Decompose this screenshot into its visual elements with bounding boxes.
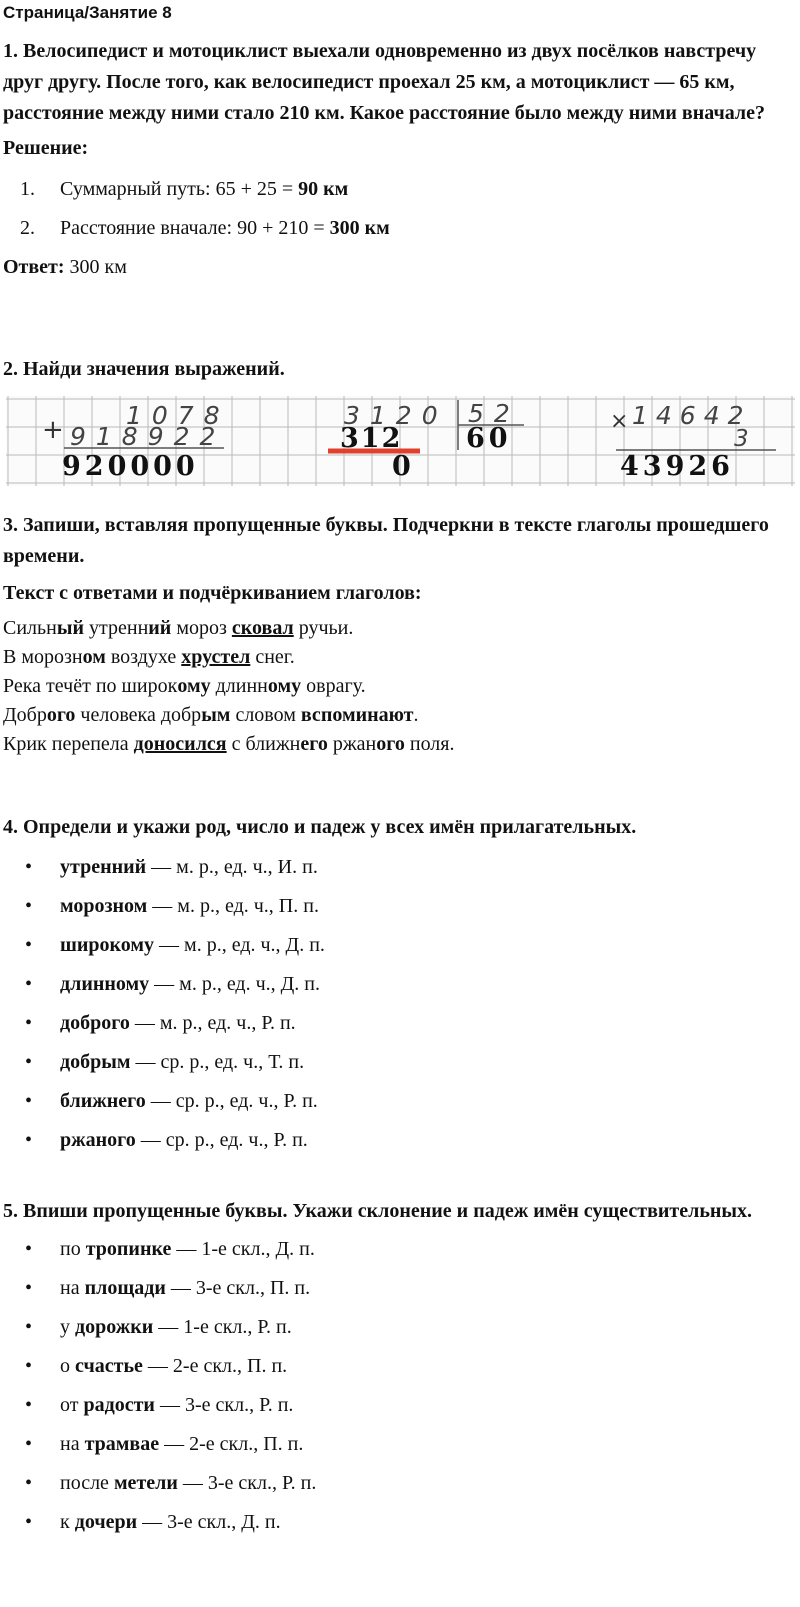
preposition: после [60, 1472, 114, 1494]
list-item [3, 1313, 793, 1352]
inserted-ending: ый [56, 617, 84, 639]
step-number: 1. [20, 178, 35, 200]
text-fragment: Сильн [3, 617, 57, 639]
bullet-icon: • [25, 856, 33, 878]
text-fragment: Река течёт по широк [3, 675, 178, 697]
word-description: — 3-е скл., Д. п. [137, 1511, 281, 1533]
step-text: Суммарный путь: 65 + 25 = [60, 178, 299, 200]
task-5 [3, 1196, 793, 1547]
word: счастье [75, 1355, 143, 1377]
word-description: — 1-е скл., Д. п. [171, 1238, 315, 1260]
preposition: по [60, 1238, 86, 1260]
div-quotient: 60 [466, 423, 512, 454]
text-fragment: ржан [327, 733, 377, 755]
underlined-verb: доносился [133, 733, 227, 755]
text-with-answers-label: Текст с ответами и подчёркиванием глаголов: [3, 582, 422, 604]
word-description: — м. р., ед. ч., Д. п. [154, 934, 325, 956]
bullet-icon: • [25, 1277, 33, 1299]
list-item [3, 1087, 793, 1126]
list-item [3, 1508, 793, 1547]
text-fragment: ручьи. [293, 617, 354, 639]
inserted-ending: ому [267, 675, 302, 697]
list-item [3, 1048, 793, 1087]
solution-step [3, 175, 793, 214]
preposition: к [60, 1511, 75, 1533]
word-description: — м. р., ед. ч., Д. п. [149, 973, 321, 995]
list-item [3, 1274, 793, 1313]
step-result: 300 км [329, 217, 390, 239]
add-top-number: 1078 [126, 401, 230, 430]
div-remainder: 0 [392, 451, 411, 482]
text-fragment: снег. [250, 646, 295, 668]
word: тропинке [85, 1238, 172, 1260]
preposition: на [60, 1277, 85, 1299]
word: трамвае [84, 1433, 160, 1455]
word-description: — м. р., ед. ч., И. п. [146, 856, 318, 878]
bullet-icon: • [25, 1090, 33, 1112]
step-number: 2. [20, 217, 35, 239]
text-line [3, 643, 793, 672]
list-item [3, 1235, 793, 1274]
task-3-text [3, 614, 793, 759]
text-line [3, 672, 793, 701]
bullet-icon: • [25, 1472, 33, 1494]
list-item [3, 853, 793, 892]
preposition: от [60, 1394, 84, 1416]
word-description: — 3-е скл., Р. п. [154, 1394, 294, 1416]
task-1 [3, 36, 793, 282]
word-description: — 3-е скл., П. п. [165, 1277, 311, 1299]
bullet-icon: • [25, 1051, 33, 1073]
underlined-verb: сковал [231, 617, 294, 639]
answer-value: 300 км [64, 256, 127, 278]
bullet-icon: • [25, 1238, 33, 1260]
bullet-icon: • [25, 895, 33, 917]
inserted-ending: вспоминают [300, 704, 414, 726]
bullet-icon: • [25, 1355, 33, 1377]
calculation-grid [6, 396, 795, 486]
preposition: на [60, 1433, 85, 1455]
step-result: 90 км [298, 178, 349, 200]
step-text: Расстояние вначале: 90 + 210 = [60, 217, 330, 239]
solution-label: Решение: [3, 137, 89, 159]
text-fragment: воздухе [105, 646, 182, 668]
word-description: — м. р., ед. ч., Р. п. [129, 1012, 296, 1034]
mul-top-number: 14642 [632, 401, 752, 430]
word-description: — ср. р., ед. ч., Т. п. [130, 1051, 305, 1073]
text-fragment: мороз [171, 617, 232, 639]
word: дочери [74, 1511, 138, 1533]
word: ближнего [60, 1090, 146, 1112]
task-3 [3, 510, 793, 759]
text-line [3, 730, 793, 759]
word: доброго [60, 1012, 130, 1034]
text-fragment: В морозн [3, 646, 83, 668]
div-divisor: 52 [468, 399, 520, 428]
inserted-ending: ого [46, 704, 76, 726]
word-description: — 1-е скл., Р. п. [153, 1316, 292, 1338]
inserted-ending: ым [201, 704, 231, 726]
bullet-icon: • [25, 1394, 33, 1416]
list-item [3, 1126, 793, 1165]
word: метели [113, 1472, 178, 1494]
list-item [3, 931, 793, 970]
preposition: у [60, 1316, 75, 1338]
task-2-question: 2. Найди значения выражений. [3, 358, 285, 380]
word: площади [84, 1277, 166, 1299]
add-result: 920000 [62, 451, 199, 482]
text-fragment: с ближн [226, 733, 301, 755]
list-item [3, 1009, 793, 1048]
word-description: — 3-е скл., Р. п. [177, 1472, 317, 1494]
answer-label: Ответ: [3, 256, 65, 278]
bullet-icon: • [25, 1433, 33, 1455]
plus-sign: + [42, 415, 64, 445]
div-subtrahend: 312 [340, 423, 403, 454]
bullet-icon: • [25, 1511, 33, 1533]
word: добрым [60, 1051, 131, 1073]
bullet-icon: • [25, 973, 33, 995]
inserted-ending: ого [376, 733, 405, 755]
list-item [3, 892, 793, 931]
task-2 [3, 354, 793, 385]
text-fragment: поля. [404, 733, 455, 755]
inserted-ending: ом [82, 646, 106, 668]
word: длинному [60, 973, 150, 995]
list-item [3, 970, 793, 1009]
calculation-photo [6, 396, 795, 486]
word: радости [83, 1394, 155, 1416]
bullet-icon: • [25, 1012, 33, 1034]
noun-list [3, 1235, 793, 1547]
answer-line [3, 253, 793, 282]
bullet-icon: • [25, 1316, 33, 1338]
word: дорожки [75, 1316, 154, 1338]
text-line [3, 614, 793, 643]
task-5-question: 5. Впиши пропущенные буквы. Укажи склонение и падеж имён существительных. [3, 1200, 753, 1222]
times-sign: × [610, 409, 629, 434]
word-description: — ср. р., ед. ч., Р. п. [145, 1090, 318, 1112]
bullet-icon: • [25, 934, 33, 956]
list-item [3, 1352, 793, 1391]
inserted-ending: ому [177, 675, 211, 697]
task-3-question: 3. Запиши, вставляя пропущенные буквы. Подчеркни в тексте глаголы прошедшего времени. [3, 514, 769, 567]
text-fragment: словом [230, 704, 301, 726]
word-description: — 2-е скл., П. п. [142, 1355, 288, 1377]
div-dividend: 3120 [344, 401, 448, 430]
word: широкому [60, 934, 155, 956]
list-item [3, 1391, 793, 1430]
task-4 [3, 812, 793, 1165]
text-fragment: Крик перепела [3, 733, 134, 755]
word-description: — ср. р., ед. ч., Р. п. [135, 1129, 308, 1151]
list-item [3, 1469, 793, 1508]
text-fragment: оврагу. [301, 675, 366, 697]
text-fragment: длинн [210, 675, 268, 697]
preposition: о [60, 1355, 75, 1377]
inserted-ending: ий [148, 617, 172, 639]
add-bottom-number: 918922 [70, 422, 226, 451]
word-description: — м. р., ед. ч., П. п. [147, 895, 319, 917]
mul-factor: 3 [734, 426, 749, 452]
underlined-verb: хрустел [181, 646, 251, 668]
list-item [3, 1430, 793, 1469]
bullet-icon: • [25, 1129, 33, 1151]
solution-step [3, 214, 793, 253]
word-description: — 2-е скл., П. п. [159, 1433, 304, 1455]
adjective-list [3, 853, 793, 1165]
word: утренний [60, 856, 147, 878]
inserted-ending: его [300, 733, 328, 755]
mul-result: 43926 [620, 451, 734, 482]
solution-steps [3, 175, 793, 253]
text-fragment: утренн [84, 617, 149, 639]
text-fragment: . [413, 704, 419, 726]
word: морозном [60, 895, 148, 917]
task-1-question: 1. Велосипедист и мотоциклист выехали одновременно из двух посёлков навстречу друг другу. После того, как велосипедист проехал 25 км, а мотоциклист — 65 км, расстояние между ними стало 210 км. Какое расстояние было между ними вначале? [3, 40, 766, 124]
task-4-question: 4. Определи и укажи род, число и падеж у всех имён прилагательных. [3, 816, 637, 838]
text-fragment: Добр [3, 704, 47, 726]
word: ржаного [60, 1129, 136, 1151]
text-line [3, 701, 793, 730]
text-fragment: человека добр [75, 704, 202, 726]
page-title: Страница/Занятие 8 [3, 3, 172, 22]
